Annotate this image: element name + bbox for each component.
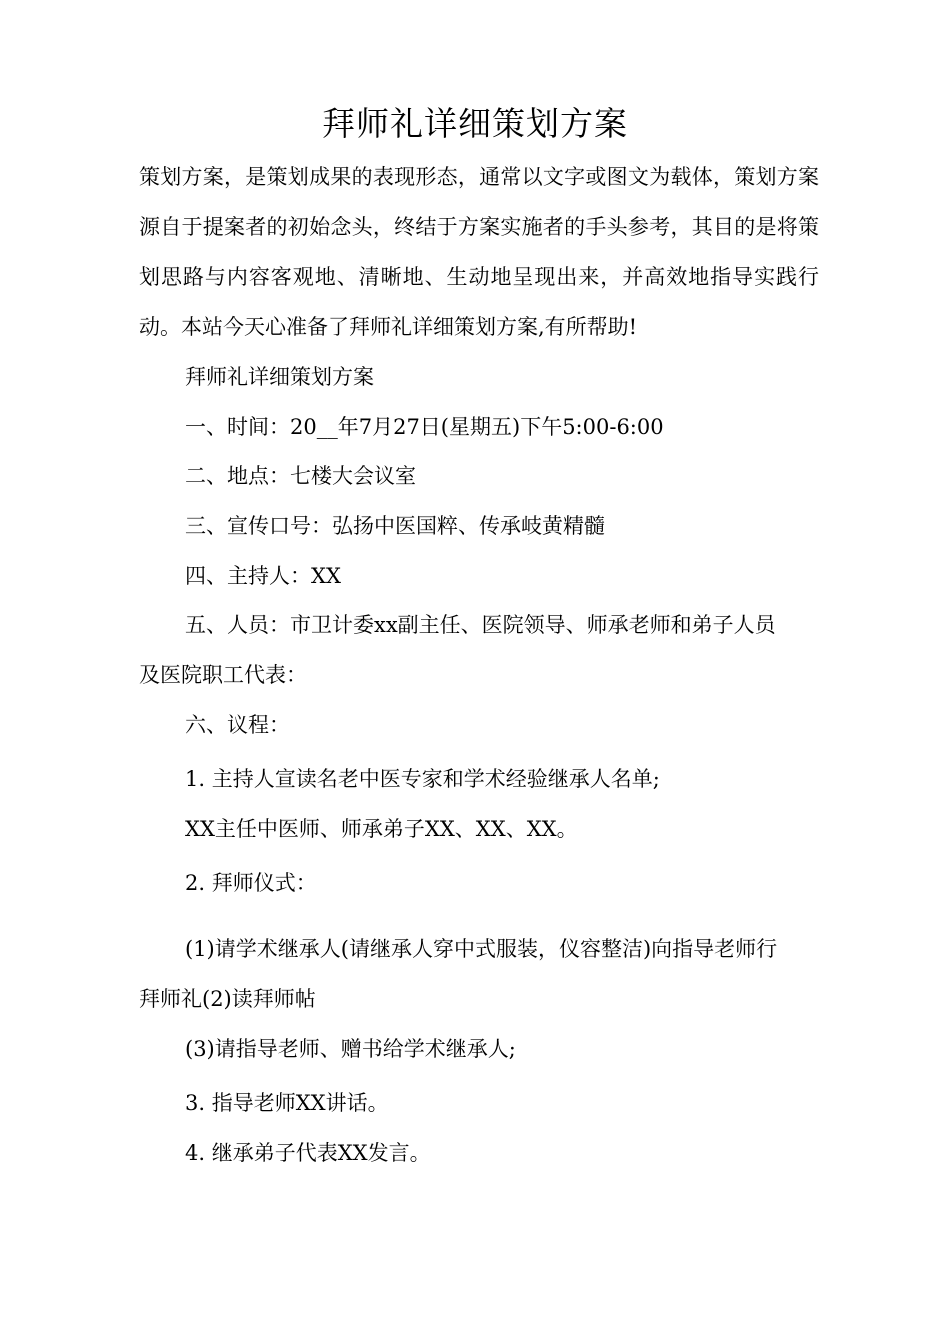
agenda-item-4: 4. 继承弟子代表XX发言。 (185, 1141, 431, 1165)
intro-paragraph: 策划方案，是策划成果的表现形态，通常以文字或图文为载体，策划方案源自于提案者的初始念头，终结于方案实施者的手头参考，其目的是将策划思路与内容客观地、清晰地、生动地呈现出来，并高效地指导实践行动。本站今天心准备了拜师礼详细策划方案,有所帮助! (139, 165, 819, 339)
agenda-item-3: 3. 指导老师XX讲话。 (185, 1091, 389, 1115)
agenda-item-1-detail: XX主任中医师、师承弟子XX、XX、XX。 (185, 817, 578, 841)
agenda-item-2-sub1-line1: (1)请学术继承人(请继承人穿中式服装，仪容整洁)向指导老师行 (185, 937, 778, 961)
subtitle-line: 拜师礼详细策划方案 (185, 365, 374, 389)
place-line: 二、地点：七楼大会议室 (185, 464, 416, 488)
staff-line-1: 五、人员：市卫计委xx副主任、医院领导、师承老师和弟子人员 (185, 613, 776, 637)
agenda-heading: 六、议程： (185, 713, 290, 737)
agenda-item-1: 1. 主持人宣读名老中医专家和学术经验继承人名单; (185, 767, 660, 791)
agenda-item-2-sub3: (3)请指导老师、赠书给学术继承人; (185, 1037, 516, 1061)
document-title: 拜师礼详细策划方案 (322, 104, 628, 143)
slogan-line: 三、宣传口号：弘扬中医国粹、传承岐黄精髓 (185, 514, 605, 538)
time-line: 一、时间：20__年7月27日(星期五)下午5:00-6:00 (185, 415, 664, 439)
agenda-item-2-sub1-line2: 拜师礼(2)读拜师帖 (139, 987, 316, 1011)
agenda-item-2: 2. 拜师仪式： (185, 871, 317, 895)
staff-line-2: 及医院职工代表： (139, 663, 307, 687)
host-line: 四、主持人：XX (185, 564, 341, 588)
